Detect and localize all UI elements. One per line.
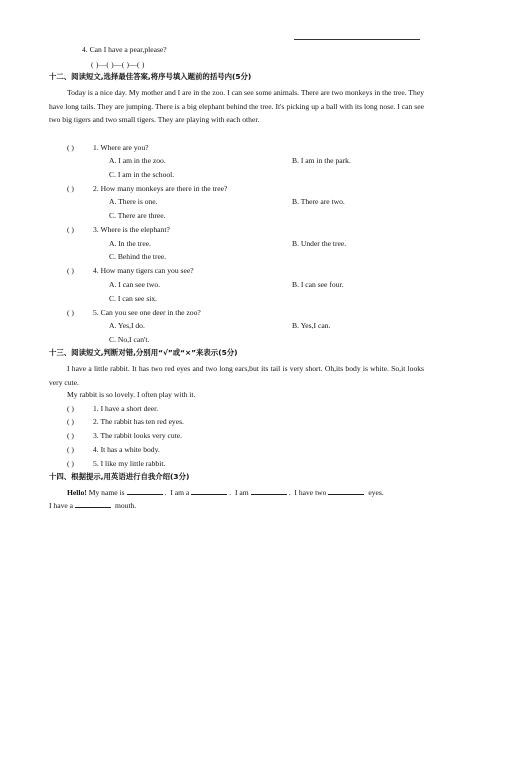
identity-blank[interactable]	[191, 487, 227, 495]
section-12-passage	[49, 86, 424, 127]
judge-item: 2. The rabbit has ten red eyes.	[93, 417, 184, 426]
answer-paren[interactable]: ( )	[67, 307, 74, 317]
answer-paren[interactable]: ( )	[67, 266, 74, 275]
question-stem: 3. Where is the elephant?	[93, 225, 170, 234]
option-b: B. There are two.	[292, 197, 345, 206]
answer-paren[interactable]: ( )	[67, 403, 74, 413]
option-c: C. There are three.	[109, 211, 166, 220]
section-13-passage	[49, 362, 424, 389]
prompt-text: eyes.	[368, 487, 384, 497]
answer-line	[294, 39, 420, 40]
prompt-text: mouth.	[114, 501, 137, 510]
question-stem: 2. How many monkeys are there in the tree?	[93, 183, 228, 193]
prompt-text: I am	[234, 487, 249, 497]
answer-paren[interactable]: ( )	[67, 225, 74, 234]
section-13-title: 十三、阅读短文,判断对错,分别用“√”或“×”来表示(5分)	[49, 348, 238, 357]
answer-paren[interactable]: ( )	[67, 417, 74, 426]
option-a: A. There is one.	[109, 197, 158, 206]
mouth-blank[interactable]	[75, 500, 111, 508]
answer-paren[interactable]: ( )	[67, 183, 74, 193]
option-c: C. I can see six.	[109, 293, 158, 303]
option-b: B. Yes,I can.	[292, 321, 331, 330]
option-b: B. Under the tree.	[292, 238, 347, 248]
self-intro-line-2	[49, 500, 136, 511]
option-c: C. I am in the school.	[109, 169, 175, 179]
option-c: C. No,I can't.	[109, 334, 150, 344]
option-a: A. I am in the zoo.	[109, 156, 166, 165]
eyes-blank[interactable]	[328, 487, 364, 495]
section-13-line2: My rabbit is so lovely. I often play with it.	[67, 390, 196, 399]
answer-paren[interactable]: ( )	[67, 445, 74, 454]
prompt-text: I am a	[170, 487, 190, 497]
name-blank[interactable]	[127, 487, 163, 495]
question-stem: 4. How many tigers can you see?	[93, 266, 194, 275]
option-c: C. Behind the tree.	[109, 252, 167, 261]
option-a: A. I can see two.	[109, 280, 161, 289]
option-a: A. In the tree.	[109, 238, 151, 248]
age-blank[interactable]	[251, 487, 287, 495]
answer-paren[interactable]: ( )	[67, 143, 74, 152]
hello-text: Hello!	[67, 487, 87, 497]
question-stem: 5. Can you see one deer in the zoo?	[93, 307, 201, 317]
judge-item: 4. It has a white body.	[93, 445, 160, 454]
prompt-text: I have a	[49, 501, 74, 510]
judge-item: 3. The rabbit looks very cute.	[93, 431, 183, 440]
option-a: A. Yes,I do.	[109, 321, 145, 330]
order-blanks: ( )—( )—( )—( )	[91, 60, 145, 69]
passage-text: Today is a nice day. My mother and I are in the zoo. I can see some animals. There are two monkeys in the tree. They have long tails. They are jumping. There is a big elephant behind the tree. It's picking up a ball with its long nose. I can see two big tigers and two small tigers. They are playing with each other.	[49, 88, 424, 125]
judge-item: 5. I like my little rabbit.	[93, 458, 166, 468]
option-b: B. I can see four.	[292, 280, 344, 289]
option-b: B. I am in the park.	[292, 156, 351, 165]
answer-paren[interactable]: ( )	[67, 431, 74, 440]
question-4: 4. Can I have a pear,please?	[82, 45, 167, 54]
passage-text: I have a little rabbit. It has two red eyes and two long ears,but its tail is very short. Oh,its body is white. So,it looks very cute.	[49, 364, 424, 387]
section-12-title: 十二、阅读短文,选择最佳答案,将序号填入题前的括号内(5分)	[49, 72, 252, 81]
question-stem: 1. Where are you?	[93, 143, 149, 152]
section-14-title: 十四、根据提示,用英语进行自我介绍(3分)	[49, 472, 190, 481]
self-intro-line-1: Hello! My name is . I am a . I am . I have two eyes.	[67, 487, 384, 497]
prompt-text: My name is	[88, 487, 125, 497]
prompt-text: I have two	[294, 487, 327, 497]
answer-paren[interactable]: ( )	[67, 458, 74, 468]
judge-item: 1. I have a short deer.	[93, 403, 159, 413]
